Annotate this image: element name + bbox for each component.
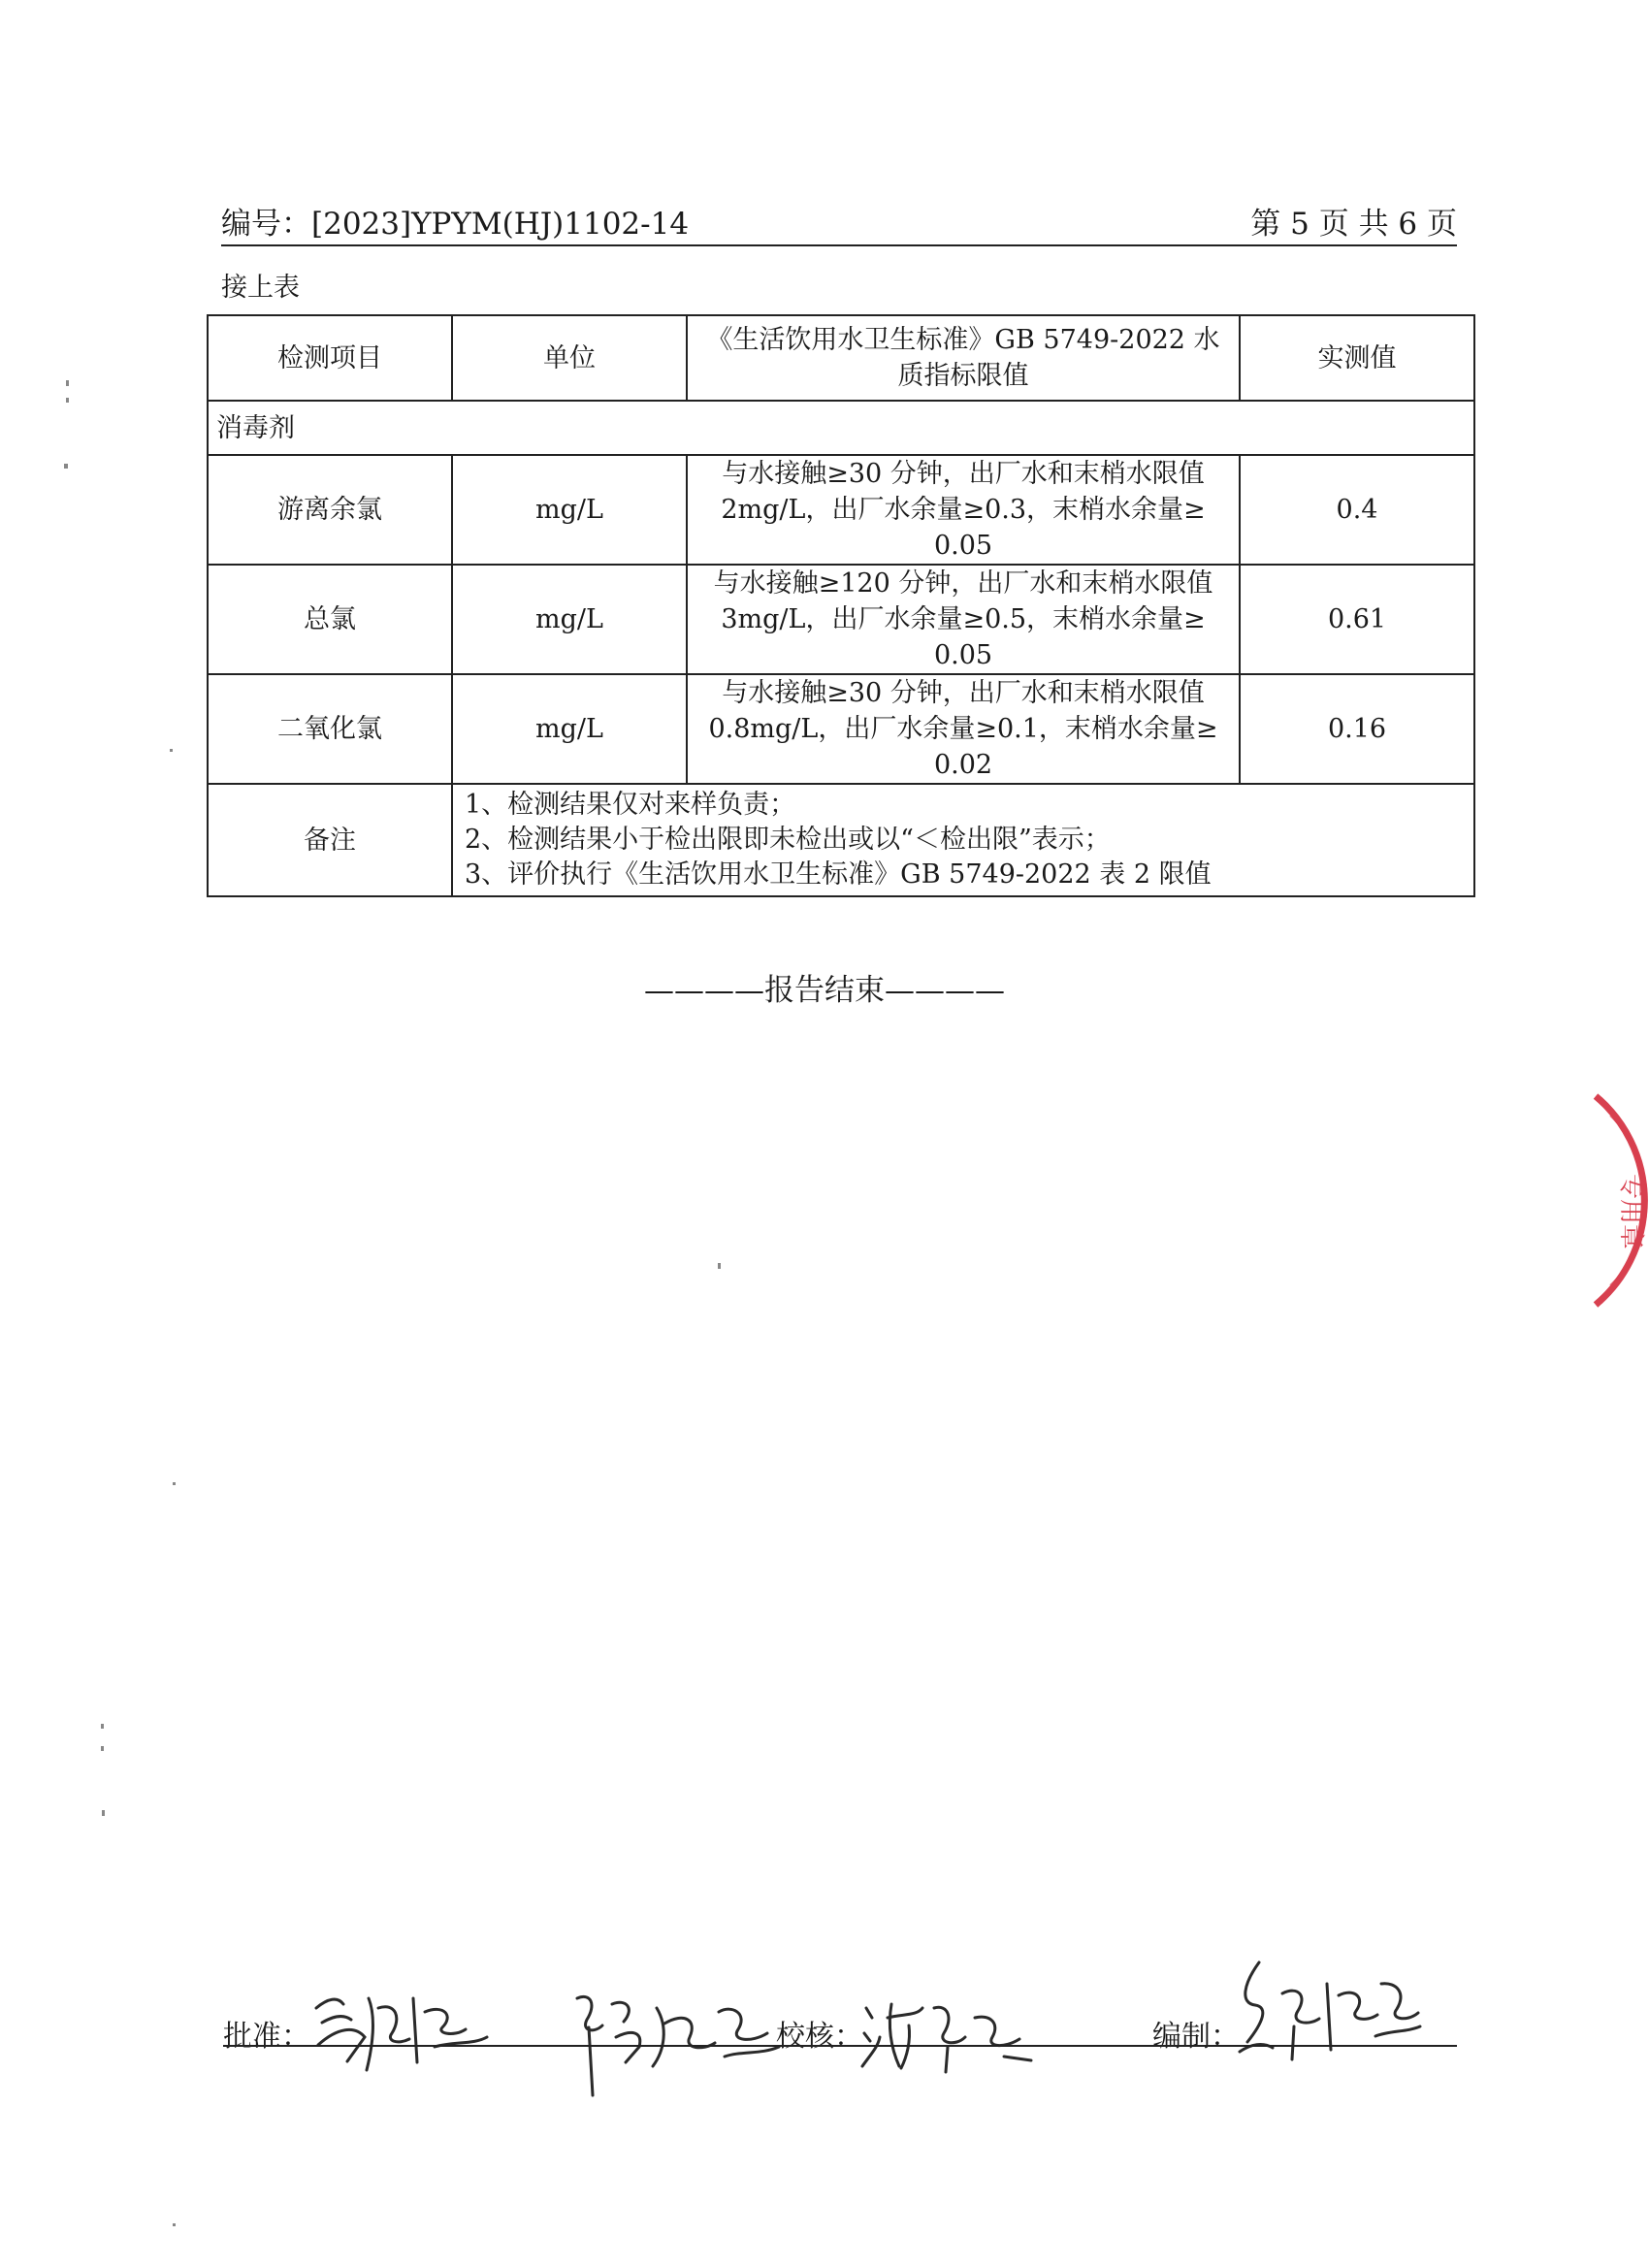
notes-cell [452,784,1474,896]
value-cell: 0.4 [1240,455,1474,565]
unit-cell: mg/L [452,565,687,674]
scan-speck [102,1810,105,1816]
review-label: 校核： [776,2020,863,2054]
scan-speck [170,749,173,752]
scan-speck [66,380,69,386]
unit-cell: mg/L [452,674,687,784]
item-cell: 总氯 [208,565,452,674]
note-item: 3、评价执行《生活饮用水卫生标准》GB 5749-2022 表 2 限值 [465,859,1212,890]
compile-label: 编制： [1152,2020,1240,2054]
item-cell: 游离余氯 [208,455,452,565]
notes-row [208,784,1474,896]
signature-line [223,2045,1457,2047]
reviewer-signature [858,1979,1052,2076]
scan-speck [101,1724,104,1729]
compiler-signature [1230,1955,1424,2066]
limit-cell: 与水接触≥30 分钟，出厂水和末梢水限值 2mg/L，出厂水余量≥0.3，末梢水余量≥ 0.05 [687,455,1240,565]
report-number: 编号：[2023]YPYM(HJ)1102-14 [221,207,690,242]
header-item: 检测项目 [208,315,452,401]
unit-cell: mg/L [452,455,687,565]
results-table [207,314,1475,897]
header-limit: 《生活饮用水卫生标准》GB 5749-2022 水质指标限值 [687,315,1240,401]
header-value: 实测值 [1240,315,1474,401]
value-cell: 0.16 [1240,674,1474,784]
report-header [221,204,1457,246]
scan-speck [101,1746,104,1751]
table-row [208,565,1474,674]
scan-speck [718,1263,721,1269]
page-indicator: 第 5 页 共 6 页 [1250,207,1457,242]
item-cell: 二氧化氯 [208,674,452,784]
notes-label: 备注 [208,784,452,896]
continued-label: 接上表 [221,273,300,303]
approver-signature-2 [567,1969,786,2105]
section-row [208,401,1474,455]
table-row [208,674,1474,784]
scan-speck [173,1482,176,1485]
scan-speck [66,398,69,403]
limit-cell: 与水接触≥30 分钟，出厂水和末梢水限值 0.8mg/L，出厂水余量≥0.1，末梢水余量≥ 0.02 [687,674,1240,784]
scan-speck [173,2223,176,2226]
value-cell: 0.61 [1240,565,1474,674]
note-item: 2、检测结果小于检出限即未检出或以“＜检出限”表示； [465,825,1111,855]
table-header-row [208,315,1474,401]
stamp-text: 专用章 [1616,1174,1645,1250]
table-row [208,455,1474,565]
official-stamp [1537,1086,1649,1319]
limit-cell: 与水接触≥120 分钟，出厂水和末梢水限值 3mg/L，出厂水余量≥0.5，末梢水余量≥ 0.05 [687,565,1240,674]
scan-speck [64,464,68,469]
header-unit: 单位 [452,315,687,401]
approver-signature [308,1969,493,2076]
note-item: 1、检测结果仅对来样负责； [465,790,796,820]
report-end: ————报告结束———— [644,973,1005,1008]
approve-label: 批准： [223,2020,310,2054]
section-label: 消毒剂 [208,401,1474,455]
